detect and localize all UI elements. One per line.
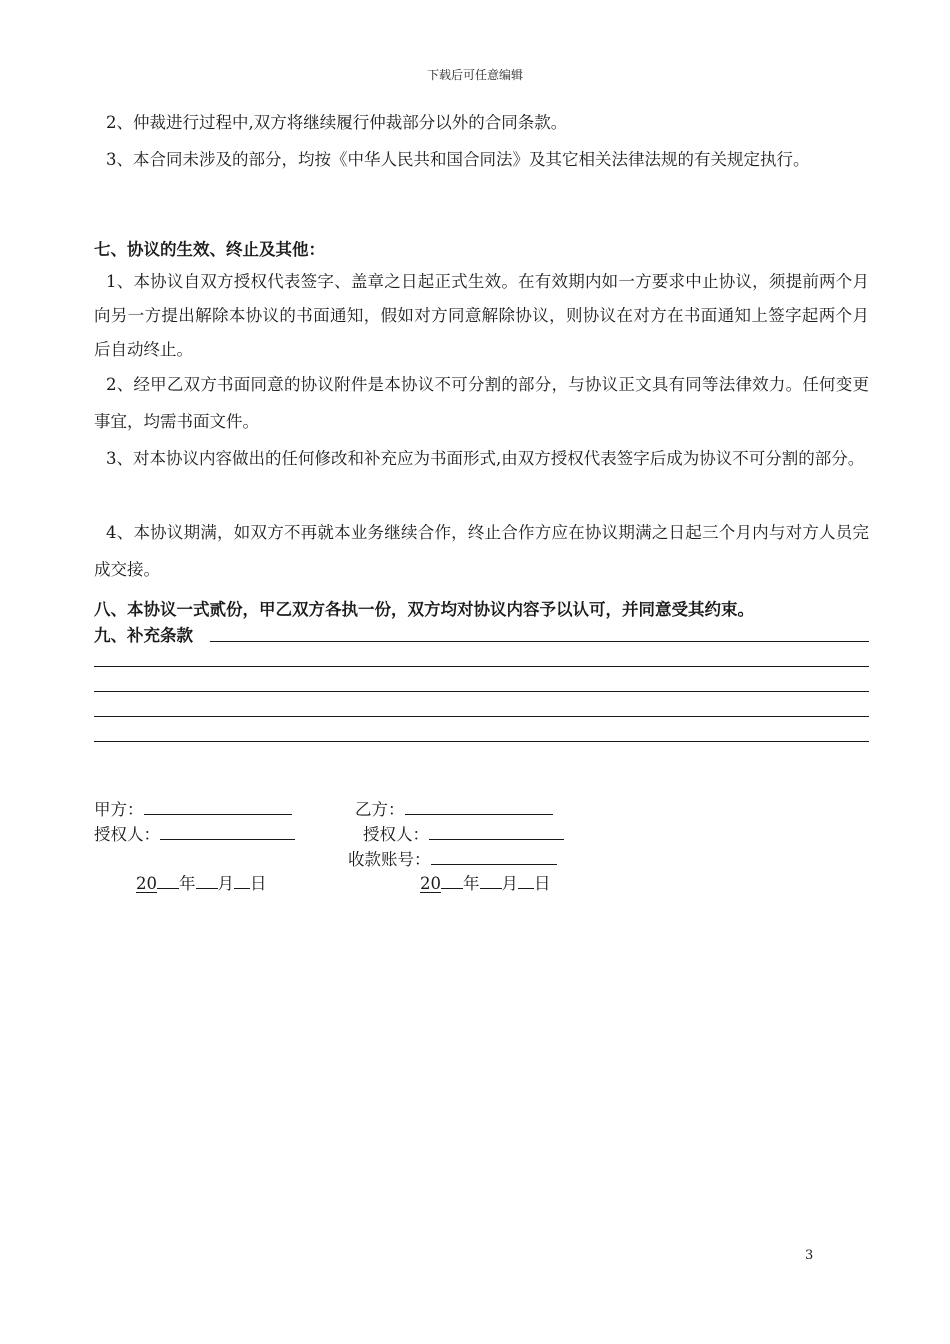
section6-clause-2: 2、仲裁进行过程中,双方将继续履行仲裁部分以外的合同条款。	[106, 113, 568, 132]
date-b-row	[420, 870, 551, 894]
date-a-month-blank[interactable]	[196, 874, 218, 889]
page-number: 3	[805, 1248, 814, 1263]
auth-b-blank[interactable]	[429, 825, 564, 840]
section8-heading: 八、本协议一式贰份，甲乙双方各执一份，双方均对协议内容予以认可，并同意受其约束。	[94, 600, 754, 619]
section7-clause-2: 2、经甲乙双方书面同意的协议附件是本协议不可分割的部分，与协议正文具有同等法律效力。任何变更事宜，均需书面文件。	[94, 375, 869, 431]
party-a-blank[interactable]	[144, 800, 292, 815]
supplement-line-1	[210, 641, 869, 642]
supplement-line-5	[94, 741, 869, 742]
header-watermark: 下载后可任意编辑	[426, 68, 523, 82]
date-b-year-blank[interactable]	[441, 874, 463, 889]
supplement-line-3	[94, 691, 869, 692]
section9-heading: 九、补充条款	[94, 626, 193, 645]
supplement-line-2	[94, 666, 869, 667]
section7-clause-1: 1、本协议自双方授权代表签字、盖章之日起正式生效。在有效期内如一方要求中止协议，须提前两个月向另一方提出解除本协议的书面通知，假如对方同意解除协议，则协议在对方在书面通知上签字起两个月后自动终止。	[94, 272, 869, 359]
section6-clause-3: 3、本合同未涉及的部分，均按《中华人民共和国合同法》及其它相关法律法规的有关规定执行。	[106, 150, 810, 169]
account-b-blank[interactable]	[431, 850, 557, 865]
party-a-row	[94, 796, 292, 820]
date-a-month: 月	[217, 874, 234, 893]
section7-clause-4: 4、本协议期满，如双方不再就本业务继续合作，终止合作方应在协议期满之日起三个月内与对方人员完成交接。	[94, 523, 869, 579]
supplement-line-4	[94, 716, 869, 717]
date-b-month-blank[interactable]	[480, 874, 502, 889]
account-b-row	[348, 846, 557, 870]
section7-heading: 七、协议的生效、终止及其他：	[94, 240, 325, 259]
party-b-blank[interactable]	[405, 800, 553, 815]
date-b-year: 年	[463, 874, 480, 893]
party-a-label: 甲方：	[94, 800, 144, 819]
date-b-day-blank[interactable]	[518, 874, 534, 889]
party-b-row	[355, 796, 553, 820]
date-b-month: 月	[501, 874, 518, 893]
section7-clause-3: 3、对本协议内容做出的任何修改和补充应为书面形式,由双方授权代表签字后成为协议不可分割的部分。	[106, 449, 865, 468]
auth-a-label: 授权人：	[94, 825, 160, 844]
date-a-year-prefix: 20	[136, 874, 157, 893]
date-b-day: 日	[534, 874, 551, 893]
date-a-day-blank[interactable]	[234, 874, 250, 889]
auth-b-row	[363, 821, 564, 845]
date-a-year-blank[interactable]	[157, 874, 179, 889]
party-b-label: 乙方：	[355, 800, 405, 819]
date-b-year-prefix: 20	[420, 874, 441, 893]
account-b-label: 收款账号：	[348, 850, 431, 869]
date-a-row	[136, 870, 267, 894]
auth-b-label: 授权人：	[363, 825, 429, 844]
auth-a-row	[94, 821, 295, 845]
date-a-year: 年	[179, 874, 196, 893]
date-a-day: 日	[250, 874, 267, 893]
auth-a-blank[interactable]	[160, 825, 295, 840]
